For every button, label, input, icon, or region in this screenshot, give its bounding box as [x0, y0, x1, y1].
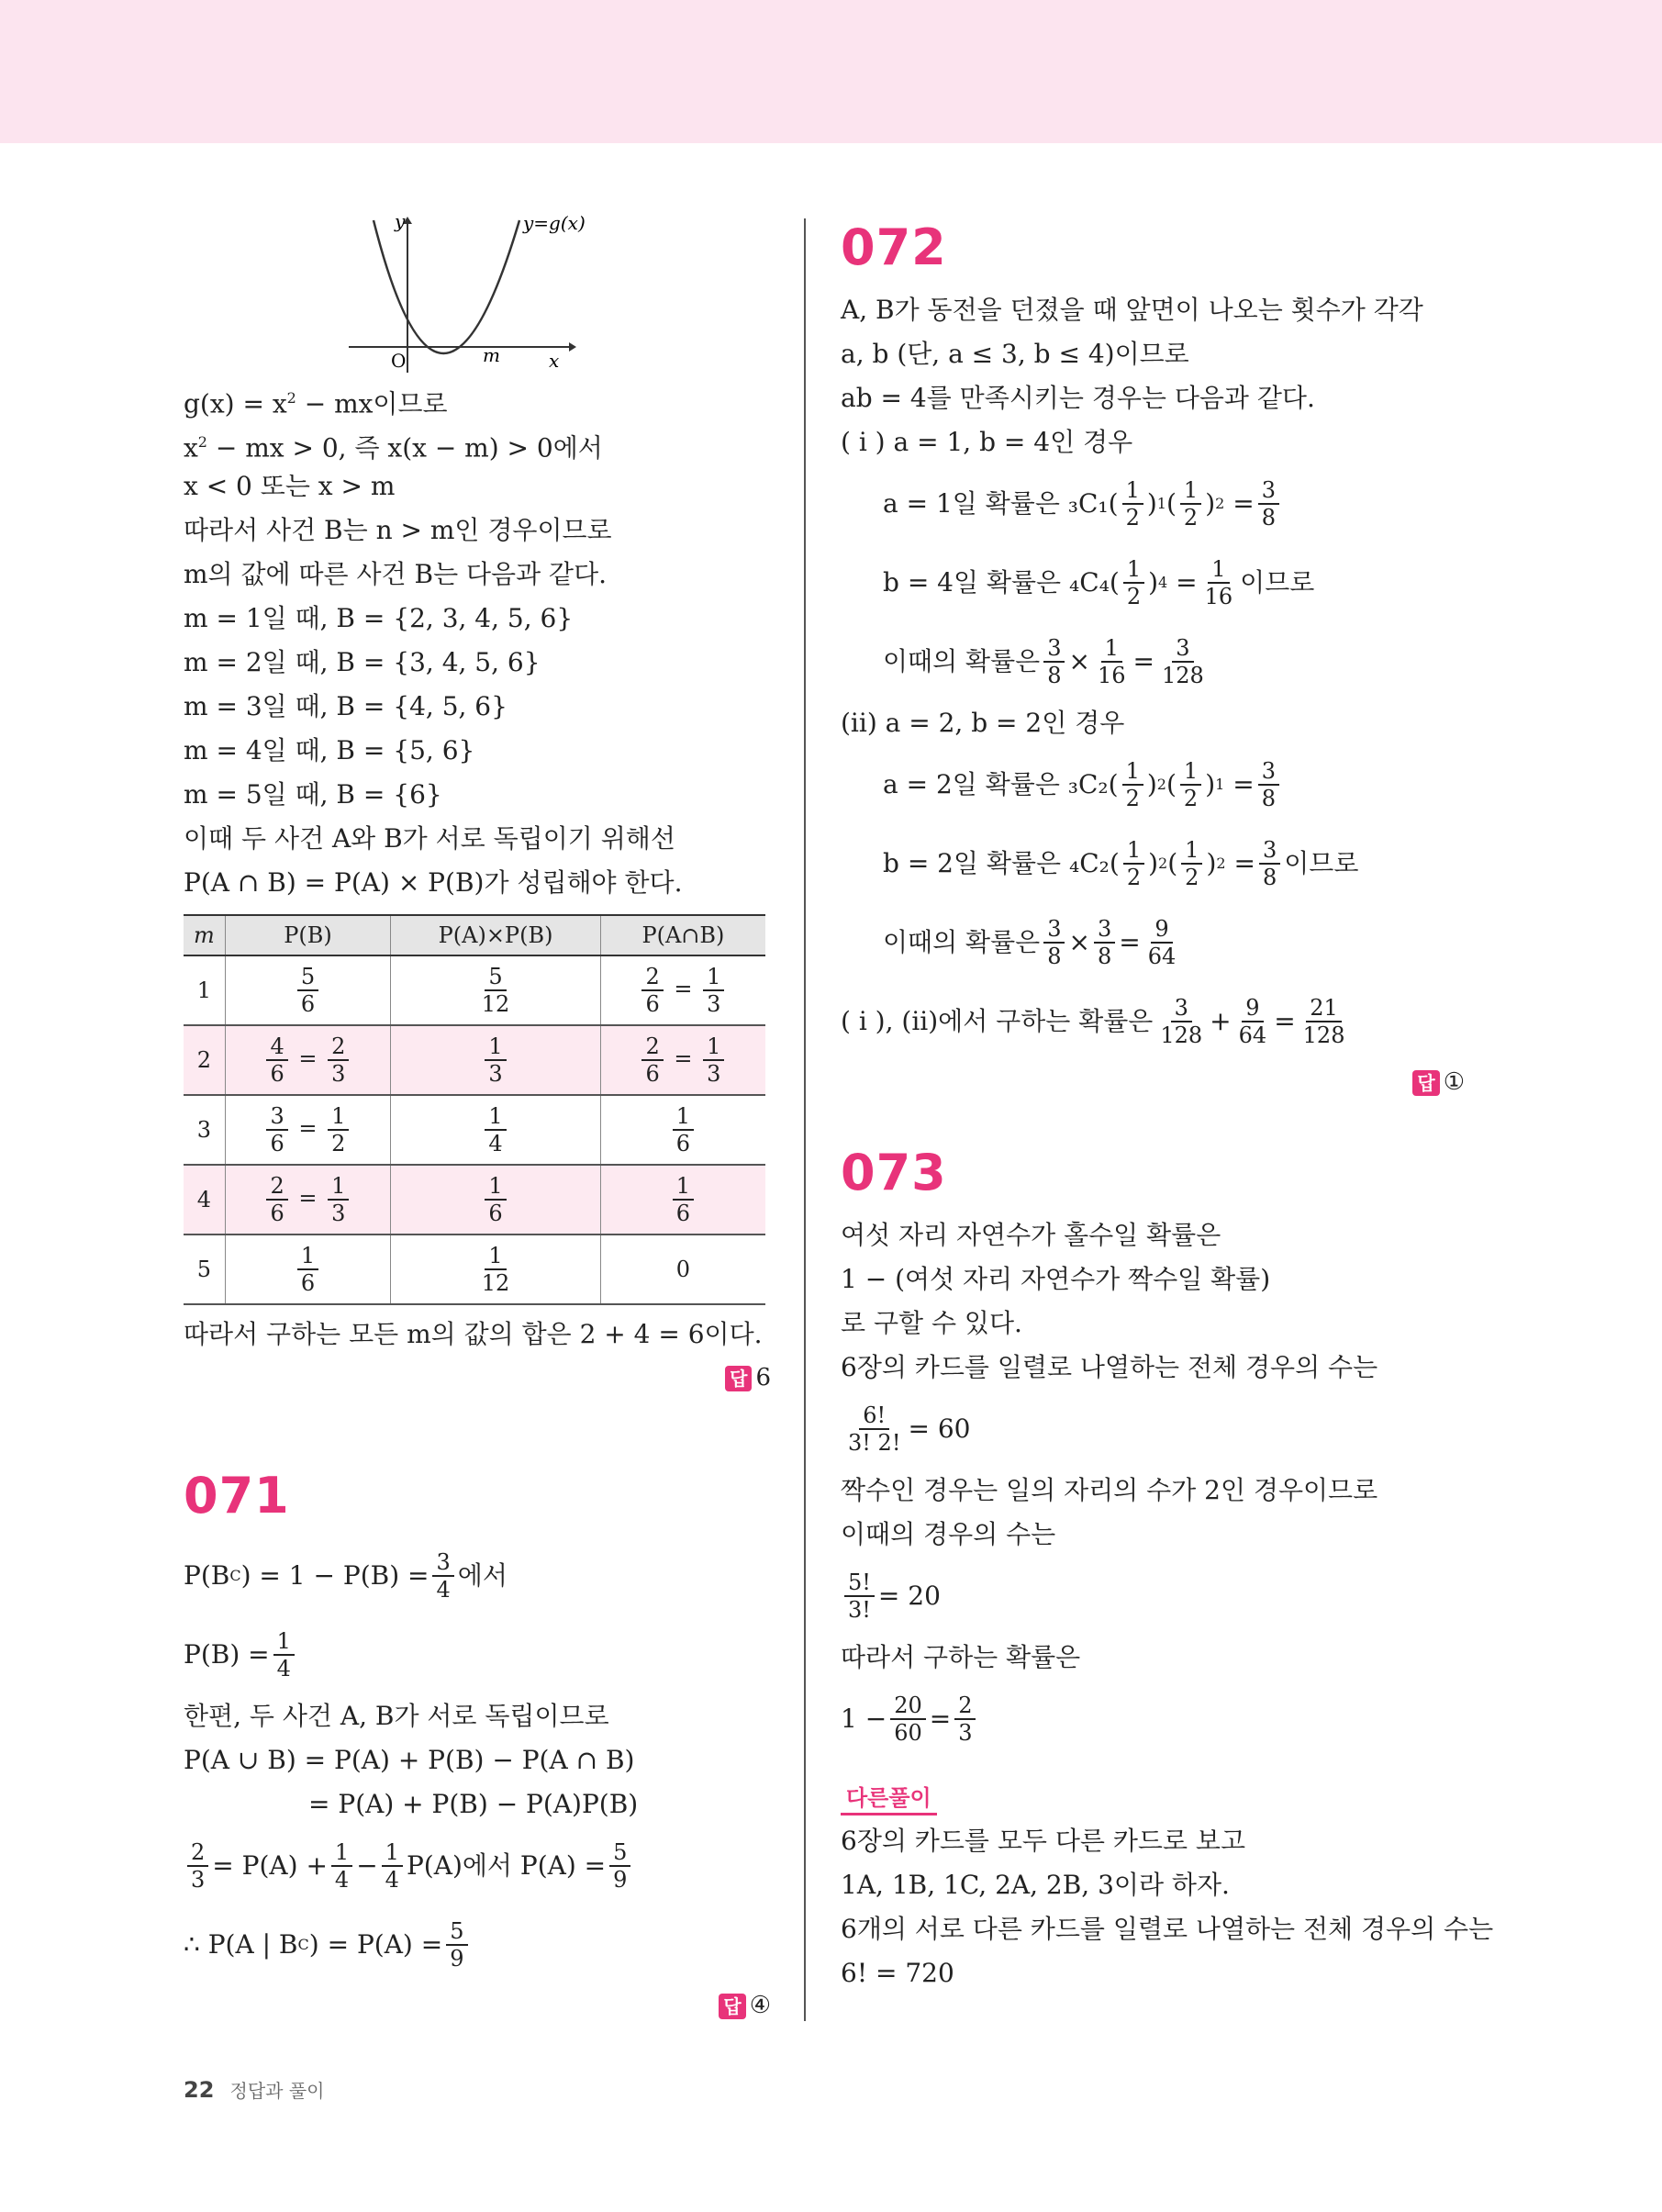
p072-line-2: a, b (단, a ≤ 3, b ≤ 4)이므로 — [841, 339, 1189, 369]
alt-line-3: 6개의 서로 다른 카드를 일렬로 나열하는 전체 경우의 수는 — [841, 1914, 1494, 1944]
g-definition: $g(x) = x^2$ − mx이므로 — [184, 388, 448, 419]
p073-line-6: 이때의 경우의 수는 — [841, 1519, 1056, 1549]
page-footer — [184, 2076, 324, 2103]
p073-line-5: 짝수인 경우는 일의 자리의 수가 2인 경우이므로 — [841, 1475, 1378, 1505]
curve-label: y=g(x) — [523, 212, 586, 234]
p072-line-3: ab = 4를 만족시키는 경우는 다음과 같다. — [841, 383, 1315, 413]
table-header-cell: P(B) — [225, 915, 391, 955]
probability-table — [184, 914, 765, 1305]
alt-line-2: 1A, 1B, 1C, 2A, 2B, 3이라 하자. — [841, 1870, 1230, 1900]
case-1-heading: ( i ) a = 1, b = 4인 경우 — [841, 427, 1133, 457]
p073-frac-3: 1 − $\frac{20}{60}$ = $\frac{2}{3}$ — [841, 1680, 1465, 1759]
table-header-cell: P(A)×P(B) — [391, 915, 601, 955]
p073-line-2: 1 − (여섯 자리 자연수가 짝수일 확률) — [841, 1264, 1271, 1294]
alt-line-4: 6! = 720 — [841, 1958, 954, 1988]
table-header-cell: m — [184, 915, 225, 955]
text-line: P(A ∩ B) = P(A) × P(B)가 성립해야 한다. — [184, 867, 683, 898]
case-1-c: 이때의 확률은 $\frac{3}{8}$ × $\frac{1}{16}$ = $\frac{3}{128}$ — [883, 635, 1204, 688]
p071-line-7: ∴ P(A | B C ) = P(A) = $\frac{5}{9}$ — [184, 1905, 771, 1984]
p072-total: ( i ), (ii)에서 구하는 확률은 $\frac{3}{128}$ + $\frac{9}{64}$ = $\frac{21}{128}$ — [841, 995, 1345, 1048]
table-cell-m: 4 — [184, 1165, 225, 1234]
answer-070: 답 6 — [184, 1357, 771, 1399]
conclusion-line: 따라서 구하는 모든 m의 값의 합은 2 + 4 = 6이다. — [184, 1319, 763, 1349]
table-cell-m: 2 — [184, 1025, 225, 1095]
p073-line-4: 6장의 카드를 일렬로 나열하는 전체 경우의 수는 — [841, 1352, 1378, 1382]
table-cell-pab: $\frac{2}{6}$ = $\frac{1}{3}$ — [600, 1025, 765, 1095]
table-cell-pb: $\frac{5}{6}$ — [225, 955, 391, 1025]
text-line: m = 3일 때, B = {4, 5, 6} — [184, 691, 508, 721]
table-row — [184, 1234, 765, 1304]
text-line: m의 값에 따른 사건 B는 다음과 같다. — [184, 559, 608, 589]
p071-line-2: P(B) = $\frac{1}{4}$ — [184, 1615, 771, 1694]
table-cell-pab: $\frac{2}{6}$ = $\frac{1}{3}$ — [600, 955, 765, 1025]
text-line: m = 4일 때, B = {5, 6} — [184, 735, 475, 765]
case-2-a: a = 2일 확률은 ₃C₂ ( $\frac{1}{2}$ ) 2 ( $\frac{1}{2}$ ) 1 = $\frac{3}{8}$ — [841, 745, 1465, 824]
table-cell-papb: $\frac{5}{12}$ — [391, 955, 601, 1025]
x-axis-arrow — [569, 342, 576, 352]
text-line: m = 1일 때, B = {2, 3, 4, 5, 6} — [184, 603, 574, 633]
problem-number-072: 072 — [841, 218, 947, 276]
table-header-cell: P(A∩B) — [600, 915, 765, 955]
text-line: 따라서 사건 B는 n > m인 경우이므로 — [184, 515, 612, 545]
left-column — [184, 211, 771, 2027]
case-1-b: b = 4일 확률은 ₄C₄ ( $\frac{1}{2}$ ) 4 = $\frac{1}{16}$ 이므로 — [883, 556, 1315, 609]
table-cell-papb: $\frac{1}{6}$ — [391, 1165, 601, 1234]
alternative-solution-heading — [841, 1775, 1465, 1819]
answer-072: 답 ① — [841, 1061, 1465, 1103]
parabola-curve — [374, 220, 519, 353]
problem-number-073: 073 — [841, 1144, 947, 1201]
table-cell-pab: 0 — [600, 1234, 765, 1304]
p072-line-1: A, B가 동전을 던졌을 때 앞면이 나오는 횟수가 각각 — [841, 295, 1423, 325]
table-cell-pb: $\frac{4}{6}$ = $\frac{2}{3}$ — [225, 1025, 391, 1095]
alt-badge: 다른풀이 — [841, 1783, 937, 1815]
table-row — [184, 1025, 765, 1095]
table-cell-papb: $\frac{1}{12}$ — [391, 1234, 601, 1304]
text-line: m = 5일 때, B = {6} — [184, 779, 442, 810]
root-label: m — [483, 344, 500, 366]
table-row — [184, 955, 765, 1025]
alt-line-1: 6장의 카드를 모두 다른 카드로 보고 — [841, 1826, 1245, 1856]
page-number: 22 — [184, 2077, 215, 2103]
table-cell-papb: $\frac{1}{4}$ — [391, 1095, 601, 1165]
table-row — [184, 1095, 765, 1165]
table-cell-pb: $\frac{1}{6}$ — [225, 1234, 391, 1304]
x-axis-label: x — [549, 350, 560, 372]
case-1-a: a = 1일 확률은 ₃C₁ ( $\frac{1}{2}$ ) 1 ( $\frac{1}{2}$ ) 2 = $\frac{3}{8}$ — [841, 464, 1465, 543]
table-cell-m: 3 — [184, 1095, 225, 1165]
p071-line-5: = P(A) + P(B) − P(A)P(B) — [308, 1789, 639, 1819]
table-body — [184, 955, 765, 1304]
case-2-heading: (ii) a = 2, b = 2인 경우 — [841, 708, 1125, 738]
table-row — [184, 1165, 765, 1234]
p071-line-1: P(B C ) = 1 − P(B) = $\frac{3}{4}$ 에서 — [184, 1549, 508, 1603]
table-cell-m: 1 — [184, 955, 225, 1025]
answer-badge: 답 — [725, 1366, 752, 1391]
answer-badge: 답 — [719, 1994, 745, 2019]
top-color-band — [0, 0, 1662, 143]
text-line: 이때 두 사건 A와 B가 서로 독립이기 위해선 — [184, 823, 675, 854]
table-cell-pb: $\frac{3}{6}$ = $\frac{1}{2}$ — [225, 1095, 391, 1165]
p073-frac-2: $\frac{5!}{3!}$ = 20 — [841, 1557, 1465, 1636]
solution-range: x < 0 또는 x > m — [184, 471, 396, 501]
y-axis-label: y — [395, 211, 406, 232]
right-column — [841, 211, 1494, 1995]
column-divider — [804, 218, 806, 2021]
p073-line-1: 여섯 자리 자연수가 홀수일 확률은 — [841, 1220, 1221, 1250]
case-2-c: 이때의 확률은 $\frac{3}{8}$ × $\frac{3}{8}$ = $\frac{9}{64}$ — [883, 916, 1177, 969]
p073-line-3: 로 구할 수 있다. — [841, 1308, 1022, 1338]
case-2-b: b = 2일 확률은 ₄C₂ ( $\frac{1}{2}$ ) 2 ( $\frac{1}{2}$ ) 2 = $\frac{3}{8}$ 이므로 — [883, 837, 1359, 890]
answer-071: 답 ④ — [184, 1984, 771, 2027]
table-cell-m: 5 — [184, 1234, 225, 1304]
p071-line-4: P(A ∪ B) = P(A) + P(B) − P(A ∩ B) — [184, 1745, 635, 1775]
p073-line-7: 따라서 구하는 확률은 — [841, 1642, 1081, 1672]
p071-line-6: $\frac{2}{3}$ = P(A) + $\frac{1}{4}$ − $\frac{1}{4}$ P(A)에서 P(A) = $\frac{5}{9}$ — [184, 1827, 771, 1905]
table-header-row — [184, 915, 765, 955]
answer-badge: 답 — [1412, 1070, 1439, 1096]
p071-line-3: 한편, 두 사건 A, B가 서로 독립이므로 — [184, 1701, 609, 1731]
footer-label: 정답과 풀이 — [229, 2080, 325, 2102]
table-cell-papb: $\frac{1}{3}$ — [391, 1025, 601, 1095]
table-cell-pab: $\frac{1}{6}$ — [600, 1165, 765, 1234]
table-cell-pb: $\frac{2}{6}$ = $\frac{1}{3}$ — [225, 1165, 391, 1234]
origin-label: O — [391, 350, 407, 372]
inequality-line: $x^2$ − mx > 0, 즉 x(x − m) > 0에서 — [184, 432, 603, 464]
problem-number-071: 071 — [184, 1467, 290, 1525]
parabola-graph — [184, 211, 771, 376]
text-line: m = 2일 때, B = {3, 4, 5, 6} — [184, 647, 541, 677]
table-cell-pab: $\frac{1}{6}$ — [600, 1095, 765, 1165]
p073-frac-1: $\frac{6!}{3! 2!}$ = 60 — [848, 1402, 971, 1456]
